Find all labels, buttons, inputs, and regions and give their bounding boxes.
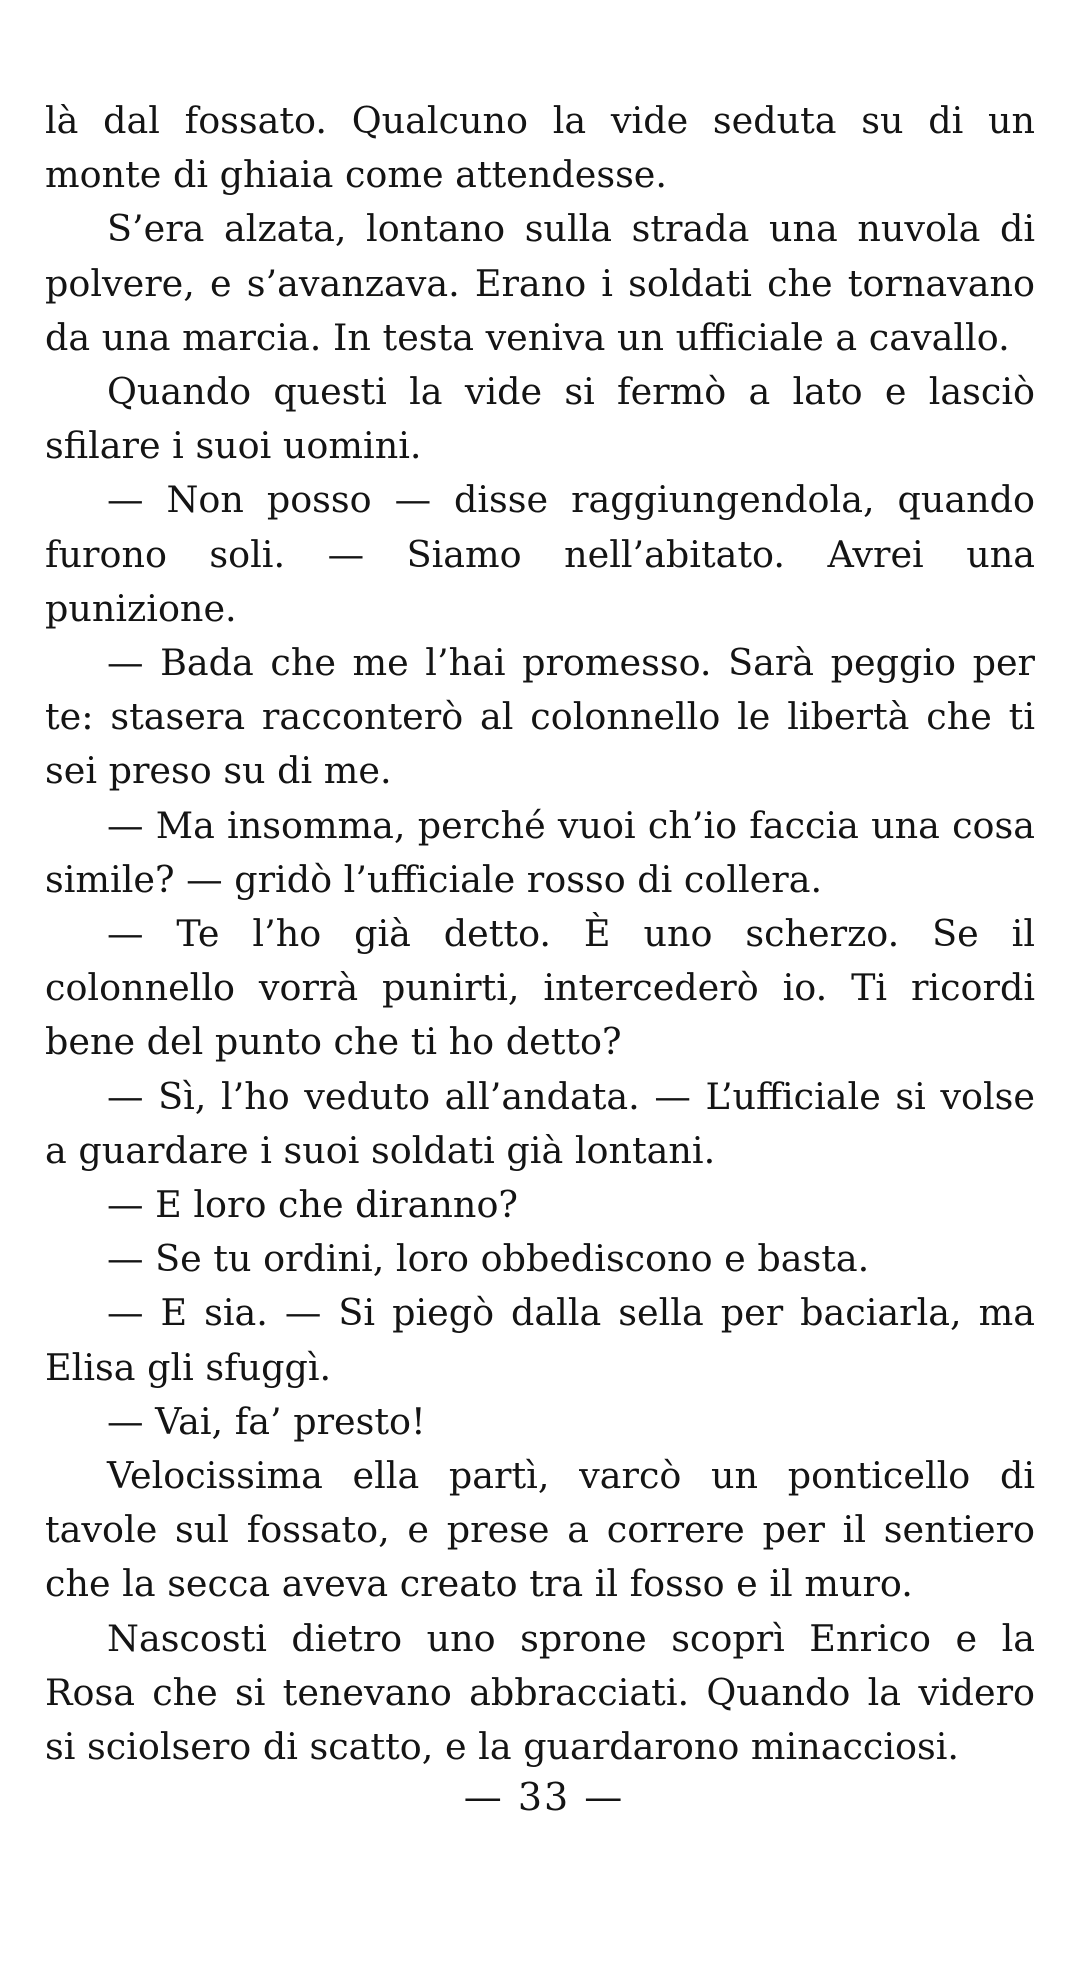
paragraph: — Sì, l’ho veduto all’andata. — L’ufficiale si volse a guardare i suoi soldati già lontani. [45, 1074, 1035, 1172]
paragraph: là dal fossato. Qualcuno la vide seduta su di un monte di ghiaia come attendesse. [45, 99, 1035, 197]
page-number: — 33 — [463, 1775, 625, 1819]
paragraph: Quando questi la vide si fermò a lato e lasciò sfilare i suoi uomini. [45, 370, 1035, 468]
paragraph: — Te l’ho già detto. È uno scherzo. Se il colonnello vorrà punirti, intercederò io. Ti ricordi bene del punto che ti ho detto? [45, 912, 1035, 1064]
paragraph: — E sia. — Si piegò dalla sella per baciarla, ma Elisa gli sfuggì. [45, 1291, 1035, 1389]
paragraph: — Vai, fa’ presto! [107, 1399, 426, 1443]
paragraph: — E loro che diranno? [107, 1183, 518, 1227]
body-text [45, 94, 1035, 1774]
paragraph: S’era alzata, lontano sulla strada una nuvola di polvere, e s’avanzava. Erano i soldati che tornavano da una marcia. In testa veniva un ufficiale a cavallo. [45, 207, 1035, 359]
paragraph: Velocissima ella partì, varcò un ponticello di tavole sul fossato, e prese a correre per il sentiero che la secca aveva creato tra il fosso e il muro. [45, 1454, 1035, 1606]
paragraph: — Ma insomma, perché vuoi ch’io faccia una cosa simile? — gridò l’ufficiale rosso di collera. [45, 803, 1035, 901]
paragraph: — Se tu ordini, loro obbediscono e basta. [107, 1237, 870, 1281]
paragraph: Nascosti dietro uno sprone scoprì Enrico e la Rosa che si tenevano abbracciati. Quando la videro si sciolsero di scatto, e la guardarono minacciosi. [45, 1616, 1035, 1769]
paragraph: — Bada che me l’hai promesso. Sarà peggio per te: stasera racconterò al colonnello le libertà che ti sei preso su di me. [45, 641, 1035, 793]
paragraph: — Non posso — disse raggiungendola, quando furono soli. — Siamo nell’abitato. Avrei una punizione. [45, 478, 1035, 630]
